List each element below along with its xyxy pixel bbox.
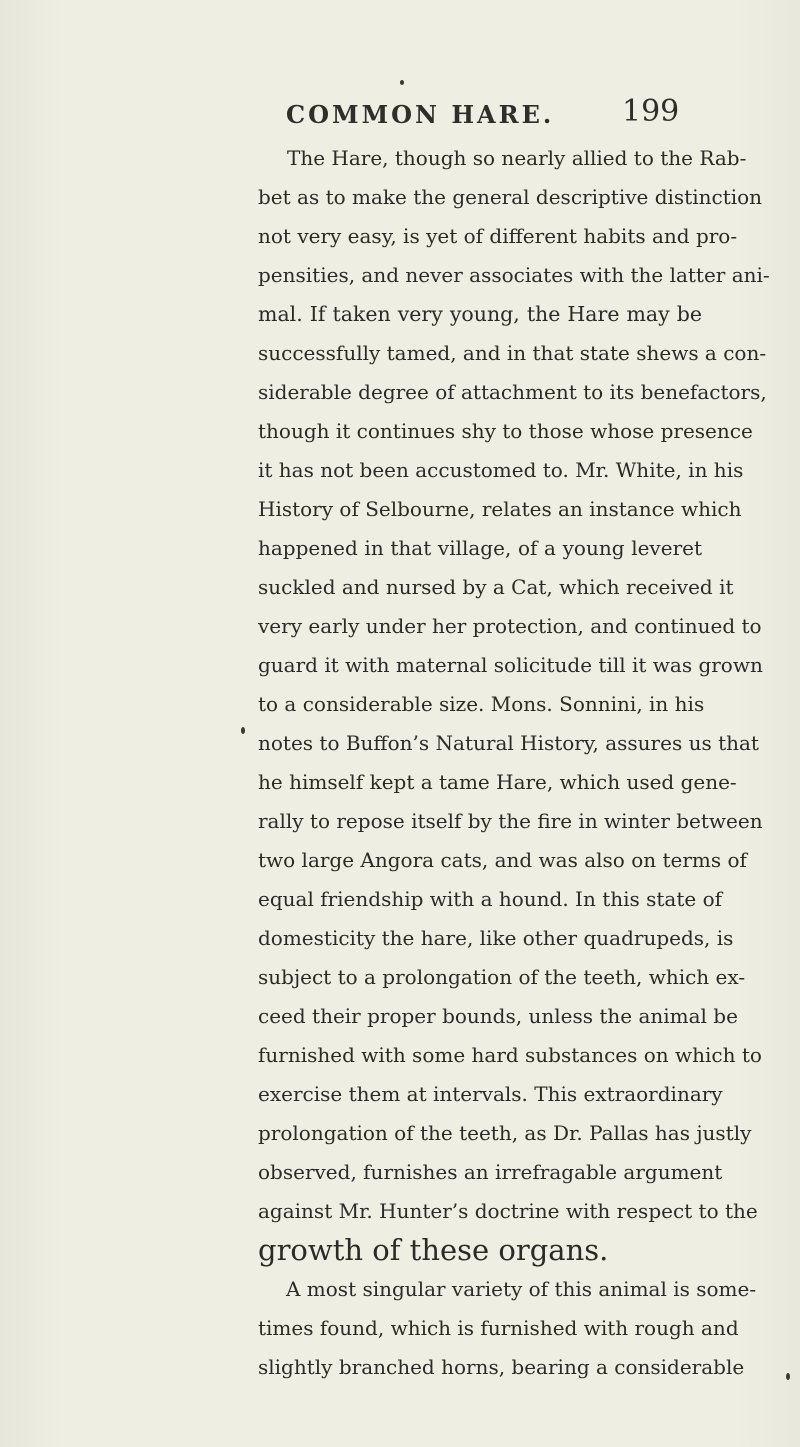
- text-line: slightly branched horns, bearing a considerable: [258, 1355, 745, 1379]
- text-line: mal. If taken very young, the Hare may be: [258, 302, 702, 326]
- text-line: History of Selbourne, relates an instance which: [258, 497, 742, 521]
- text-line: subject to a prolongation of the teeth, which ex-: [258, 965, 746, 989]
- ink-speck: [241, 727, 245, 734]
- text-line: happened in that village, of a young leveret: [258, 536, 702, 560]
- text-line: siderable degree of attachment to its benefactors,: [258, 380, 767, 404]
- text-line: not very easy, is yet of different habits and pro-: [258, 224, 738, 248]
- running-head-title: COMMON HARE.: [286, 100, 555, 129]
- text-line: ceed their proper bounds, unless the animal be: [258, 1004, 738, 1028]
- body-text: [0, 138, 800, 1438]
- text-line: furnished with some hard substances on which to: [258, 1043, 762, 1067]
- text-line: it has not been accustomed to. Mr. White, in his: [258, 458, 744, 482]
- text-line: equal friendship with a hound. In this state of: [258, 887, 723, 911]
- text-line: very early under her protection, and continued to: [258, 614, 762, 638]
- text-line: The Hare, though so nearly allied to the Rab-: [287, 146, 747, 170]
- text-line: growth of these organs.: [258, 1233, 609, 1267]
- text-line: observed, furnishes an irrefragable argument: [258, 1160, 723, 1184]
- text-line: suckled and nursed by a Cat, which received it: [258, 575, 734, 599]
- text-line: guard it with maternal solicitude till it was grown: [258, 653, 763, 677]
- text-line: two large Angora cats, and was also on terms of: [258, 848, 747, 872]
- text-line: prolongation of the teeth, as Dr. Pallas has justly: [258, 1121, 752, 1145]
- text-line: domesticity the hare, like other quadrupeds, is: [258, 926, 734, 950]
- running-head: [0, 94, 800, 140]
- text-line: bet as to make the general descriptive distinction: [258, 185, 763, 209]
- text-line: notes to Buffon’s Natural History, assures us that: [258, 731, 759, 755]
- ink-speck: [400, 80, 404, 85]
- text-line: against Mr. Hunter’s doctrine with respect to the: [258, 1199, 758, 1223]
- text-line: he himself kept a tame Hare, which used gene-: [258, 770, 737, 794]
- text-line: A most singular variety of this animal is some-: [286, 1277, 757, 1301]
- text-line: to a considerable size. Mons. Sonnini, in his: [258, 692, 705, 716]
- text-line: though it continues shy to those whose presence: [258, 419, 753, 443]
- page-number: 199: [622, 94, 680, 129]
- ink-speck: [786, 1373, 790, 1380]
- text-line: times found, which is furnished with rough and: [258, 1316, 739, 1340]
- text-line: rally to repose itself by the fire in winter between: [258, 809, 763, 833]
- text-line: exercise them at intervals. This extraordinary: [258, 1082, 723, 1106]
- text-line: successfully tamed, and in that state shews a con-: [258, 341, 767, 365]
- text-line: pensities, and never associates with the latter ani-: [258, 263, 770, 287]
